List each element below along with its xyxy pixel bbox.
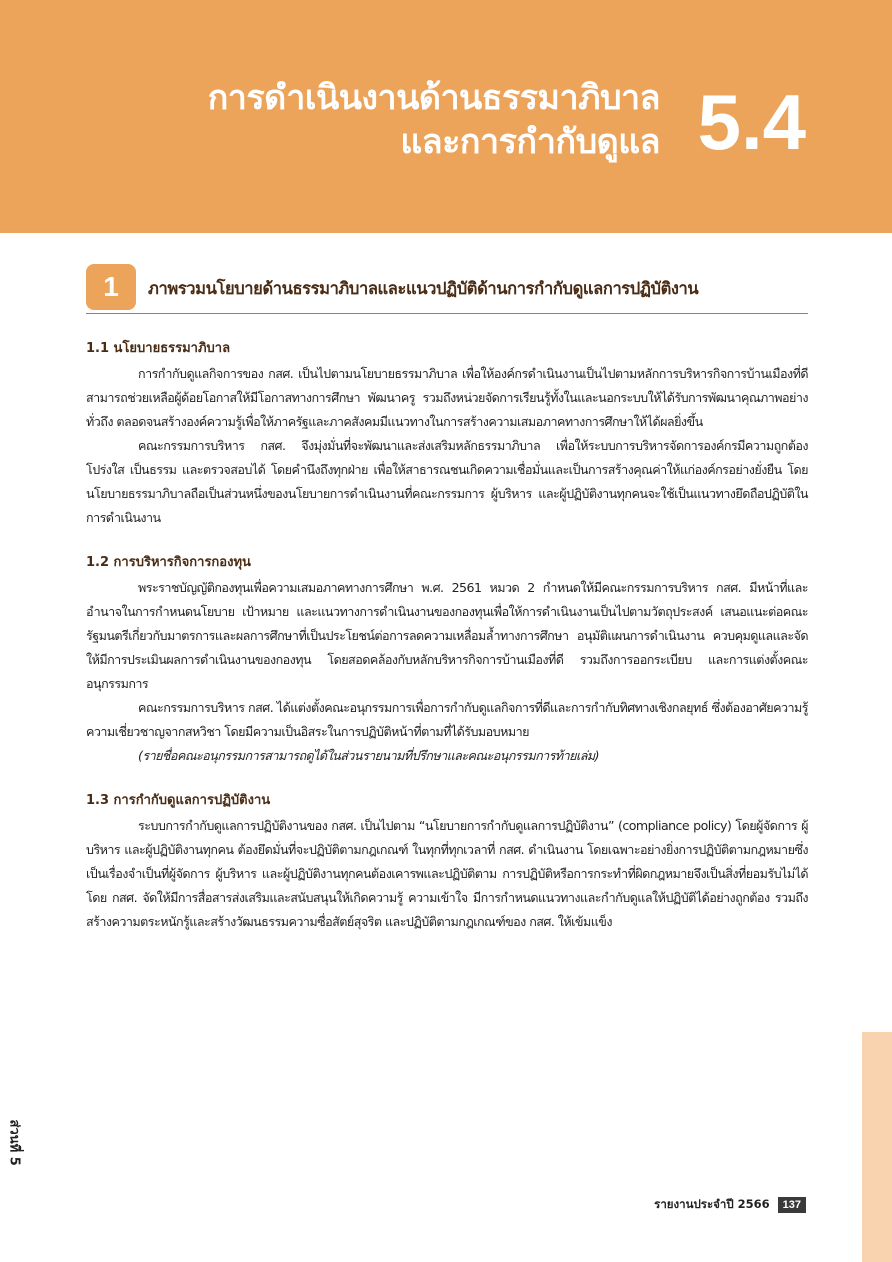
paragraph: คณะกรรมการบริหาร กสศ. จึงมุ่งมั่นที่จะพัฒนาและส่งเสริมหลักธรรมาภิบาล เพื่อให้ระบบการบริหารจัดการองค์กรมีความถูกต้อง โปร่งใส เป็นธรรม และตรวจสอบได้ โดยคำนึงถึงทุกฝ่าย เพื่อให้สาธารณชนเกิดความเชื่อมั่นและเป็นการสร้างคุณค่าให้แก่องค์กรอย่างยั่งยืน โดยนโยบายธรรมาภิบาลถือเป็นส่วนหนึ่งของนโยบายการดำเนินงานที่คณะกรรมการ ผู้บริหาร และผู้ปฏิบัติงานทุกคนจะใช้เป็นแนวทางยึดถือปฏิบัติในการดำเนินงาน bbox=[86, 438, 808, 525]
side-tab bbox=[862, 1032, 892, 1262]
main-content bbox=[86, 338, 808, 934]
section-number-badge: 1 bbox=[86, 264, 136, 310]
chapter-number: 5.4 bbox=[697, 78, 806, 166]
chapter-title-line2: และการกำกับดูแล bbox=[400, 122, 660, 162]
subsection-heading-1-2: 1.2 การบริหารกิจการกองทุน bbox=[86, 555, 251, 570]
paragraph: พระราชบัญญัติกองทุนเพื่อความเสมอภาคทางการศึกษา พ.ศ. 2561 หมวด 2 กำหนดให้มีคณะกรรมการบริหาร กสศ. มีหน้าที่และอำนาจในการกำหนดนโยบาย เป้าหมาย และแนวทางการดำเนินงานของกองทุนเพื่อให้การดำเนินงานเป็นไปตามวัตถุประสงค์ เสนอแนะต่อคณะรัฐมนตรีเกี่ยวกับมาตรการและผลการศึกษาที่เป็นประโยชน์ต่อการลดความเหลื่อมล้ำทางการศึกษา อนุมัติแผนการดำเนินงาน ควบคุมดูแลและจัดให้มีการประเมินผลการดำเนินงานของกองทุน โดยสอดคล้องกับหลักบริหารกิจการบ้านเมืองที่ดี รวมถึงการออกระเบียบ และการแต่งตั้งคณะอนุกรรมการ bbox=[86, 580, 808, 691]
subsection-heading-1-1: 1.1 นโยบายธรรมาภิบาล bbox=[86, 341, 231, 356]
chapter-banner bbox=[0, 0, 892, 233]
paragraph: ระบบการกำกับดูแลการปฏิบัติงานของ กสศ. เป็นไปตาม “นโยบายการกำกับดูแลการปฏิบัติงาน” (compliance policy) โดยผู้จัดการ ผู้บริหาร และผู้ปฏิบัติงานทุกคน ต้องยึดมั่นที่จะปฏิบัติตามกฎเกณฑ์ ในทุกที่ทุกเวลาที่ กสศ. ดำเนินงาน โดยเฉพาะอย่างยิ่งการปฏิบัติตามกฎหมายซึ่งเป็นเรื่องจำเป็นที่ผู้จัดการ ผู้บริหาร และผู้ปฏิบัติงานทุกคนต้องเคารพและปฏิบัติตาม การปฏิบัติหรือการกระทำที่ผิดกฎหมายจึงเป็นสิ่งที่ยอมรับไม่ได้ โดย กสศ. จัดให้มีการสื่อสารส่งเสริมและสนับสนุนให้เกิดความรู้ ความเข้าใจ มีการกำหนดแนวทางและกำกับดูแลให้ปฏิบัติได้อย่างถูกต้อง รวมถึงสร้างความตระหนักรู้และสร้างวัฒนธรรมความซื่อสัตย์สุจริต และปฏิบัติตามกฎเกณฑ์ของ กสศ. ให้เข้มแข็ง bbox=[86, 818, 808, 929]
side-tab-label: ส่วนที่ 5 bbox=[6, 1119, 22, 1166]
italic-note: (รายชื่อคณะอนุกรรมการสามารถดูได้ในส่วนรายนามที่ปรึกษาและคณะอนุกรรมการท้ายเล่ม) bbox=[138, 748, 600, 763]
chapter-title bbox=[208, 76, 660, 164]
paragraph: คณะกรรมการบริหาร กสศ. ได้แต่งตั้งคณะอนุกรรมการเพื่อการกำกับดูแลกิจการที่ดีและการกำกับทิศทางเชิงกลยุทธ์ ซึ่งต้องอาศัยความรู้ ความเชี่ยวชาญจากสหวิชา โดยมีความเป็นอิสระในการปฏิบัติหน้าที่ตามที่ได้รับมอบหมาย bbox=[86, 700, 808, 739]
paragraph: การกำกับดูแลกิจการของ กสศ. เป็นไปตามนโยบายธรรมาภิบาล เพื่อให้องค์กรดำเนินงานเป็นไปตามหลักการบริหารกิจการบ้านเมืองที่ดี สามารถช่วยเหลือผู้ด้อยโอกาสให้มีโอกาสทางการศึกษา พัฒนาครู รวมถึงหน่วยจัดการเรียนรู้ทั้งในและนอกระบบให้ได้รับการพัฒนาคุณภาพอย่างทั่วถึง ตลอดจนสร้างองค์ความรู้เพื่อให้ภาครัฐและภาคสังคมมีแนวทางในการสร้างความเสมอภาคทางการศึกษาให้ได้ผลยิ่งขึ้น bbox=[86, 366, 808, 429]
page-footer bbox=[654, 1196, 806, 1214]
report-title: รายงานประจำปี 2566 bbox=[654, 1197, 770, 1211]
page-number: 137 bbox=[778, 1197, 806, 1213]
section-header bbox=[86, 264, 808, 314]
section-title: ภาพรวมนโยบายด้านธรรมาภิบาลและแนวปฏิบัติด้านการกำกับดูแลการปฏิบัติงาน bbox=[148, 279, 699, 298]
subsection-heading-1-3: 1.3 การกำกับดูแลการปฏิบัติงาน bbox=[86, 793, 271, 808]
chapter-title-line1: การดำเนินงานด้านธรรมาภิบาล bbox=[207, 78, 660, 118]
